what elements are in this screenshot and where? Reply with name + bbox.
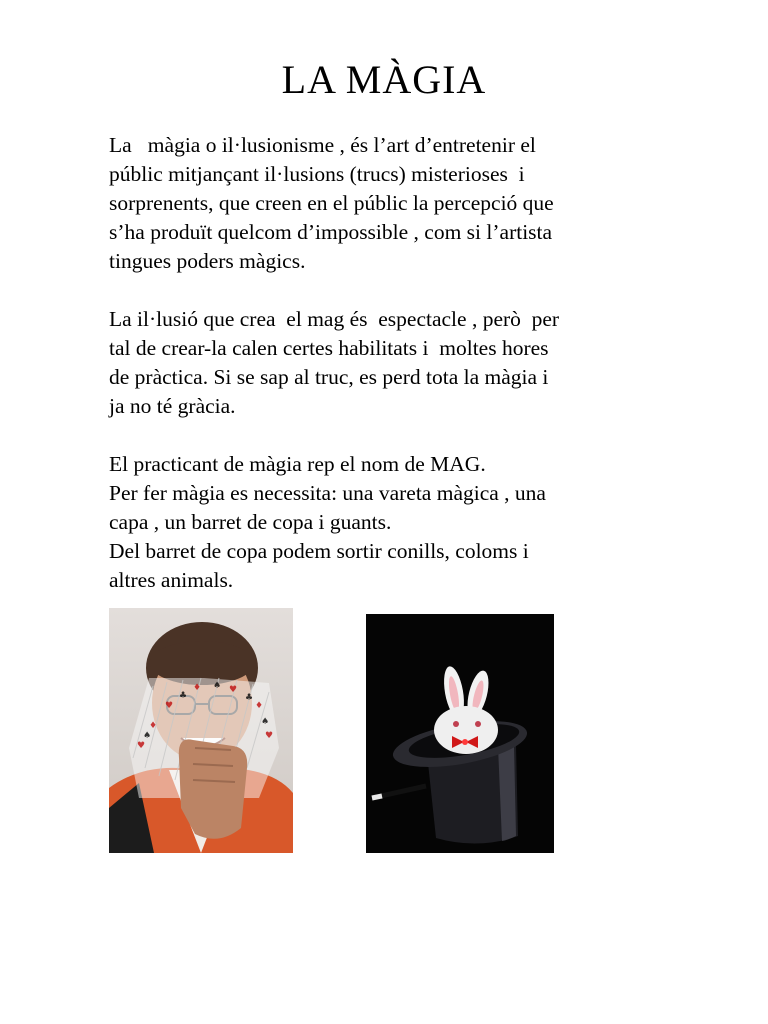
svg-text:♦: ♦ bbox=[193, 683, 202, 693]
text-line: de pràctica. Si se sap al truc, es perd tota la màgia i bbox=[109, 365, 549, 389]
svg-text:♣: ♣ bbox=[179, 691, 188, 701]
svg-text:♦: ♦ bbox=[255, 701, 264, 711]
rabbit-in-top-hat-photo bbox=[366, 614, 554, 853]
svg-text:♣: ♣ bbox=[245, 693, 254, 703]
text-line: La il·lusió que crea el mag és espectacle , però per bbox=[109, 307, 560, 331]
svg-text:♥: ♥ bbox=[229, 685, 238, 695]
text-line: Per fer màgia es necessita: una vareta màgica , una bbox=[109, 481, 546, 505]
text-line: s’ha produït quelcom d’impossible , com si l’artista bbox=[109, 220, 553, 244]
text-line: sorprenents, que creen en el públic la percepció que bbox=[109, 191, 554, 215]
page-title: LA MÀGIA bbox=[281, 57, 487, 102]
text-line: tal de crear-la calen certes habilitats i moltes hores bbox=[109, 336, 549, 360]
paragraph-intro bbox=[109, 131, 669, 276]
svg-text:♥: ♥ bbox=[165, 701, 174, 711]
svg-text:♥: ♥ bbox=[137, 741, 146, 751]
paragraph-illusion bbox=[109, 305, 669, 421]
rabbit-hat-illustration bbox=[366, 614, 554, 853]
paragraph-mag bbox=[109, 450, 669, 595]
svg-text:♠: ♠ bbox=[213, 681, 222, 691]
text-line: tingues poders màgics. bbox=[109, 249, 306, 273]
svg-text:♠: ♠ bbox=[143, 731, 152, 741]
text-line: públic mitjançant il·lusions (trucs) misterioses i bbox=[109, 162, 525, 186]
text-line: La màgia o il·lusionisme , és l’art d’entretenir el bbox=[109, 133, 536, 157]
body-text bbox=[109, 131, 669, 624]
magician-with-cards-photo bbox=[109, 608, 293, 853]
magician-illustration bbox=[109, 608, 293, 853]
text-line: ja no té gràcia. bbox=[109, 394, 236, 418]
svg-text:♥: ♥ bbox=[265, 731, 274, 741]
text-line: capa , un barret de copa i guants. bbox=[109, 510, 392, 534]
text-line: El practicant de màgia rep el nom de MAG. bbox=[109, 452, 486, 476]
text-line: Del barret de copa podem sortir conills, coloms i bbox=[109, 539, 529, 563]
text-line: altres animals. bbox=[109, 568, 234, 592]
svg-text:♠: ♠ bbox=[261, 717, 270, 727]
svg-text:♦: ♦ bbox=[149, 721, 158, 731]
